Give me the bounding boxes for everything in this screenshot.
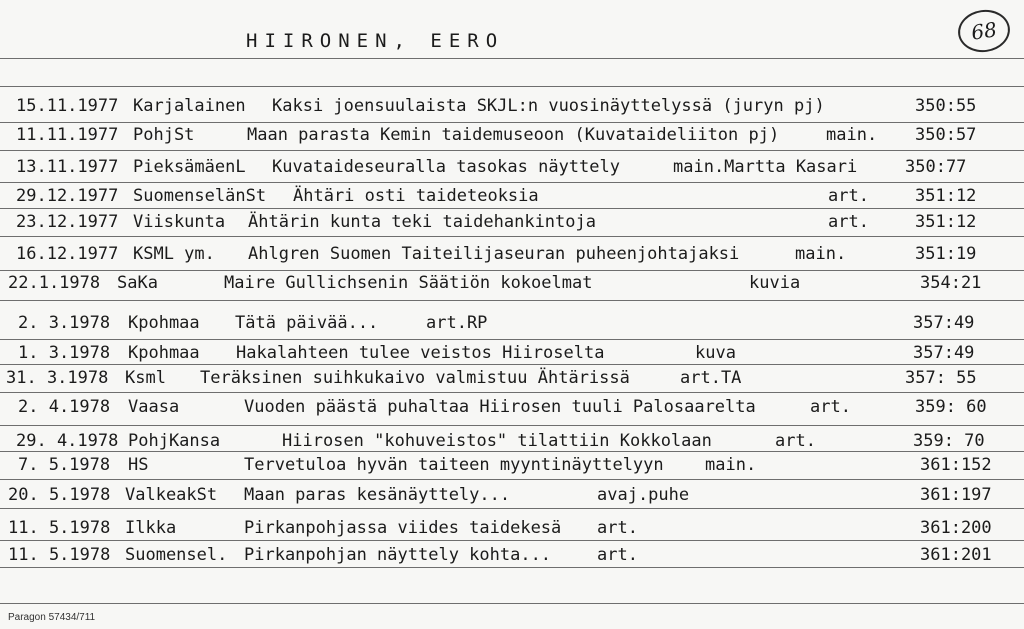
row-rule: [0, 300, 1024, 301]
entry-row: [0, 244, 1024, 268]
entry-type: art.: [828, 186, 869, 206]
entry-type: art.: [810, 397, 851, 417]
entry-row: [0, 96, 1024, 120]
entry-headline: Tervetuloa hyvän taiteen myyntinäyttelyyn: [244, 455, 664, 475]
entry-date: 11. 5.1978: [8, 545, 111, 565]
entry-type: main.: [705, 455, 757, 475]
row-rule: [0, 339, 1024, 340]
entry-row: [0, 431, 1024, 455]
entry-ref: 357:49: [913, 313, 975, 333]
entry-row: [0, 313, 1024, 337]
entry-ref: 354:21: [920, 273, 982, 293]
entry-source: Viiskunta: [133, 212, 226, 232]
entry-date: 23.12.1977: [16, 212, 119, 232]
entry-date: 29. 4.1978: [16, 431, 119, 451]
entry-date: 13.11.1977: [16, 157, 119, 177]
entry-headline: Kuvataideseuralla tasokas näyttely: [272, 157, 620, 177]
entry-date: 1. 3.1978: [18, 343, 111, 363]
entry-row: [0, 518, 1024, 542]
entry-source: SuomenselänSt: [133, 186, 267, 206]
card-imprint: Paragon 57434/711: [8, 612, 96, 623]
entry-row: [0, 343, 1024, 367]
row-rule: [0, 150, 1024, 151]
entry-headline: Pirkanpohjan näyttely kohta...: [244, 545, 552, 565]
entry-type: art.: [597, 518, 638, 538]
entry-type: kuvia: [749, 273, 801, 293]
entry-ref: 361:201: [920, 545, 992, 565]
entry-row: [0, 455, 1024, 479]
entry-date: 11. 5.1978: [8, 518, 111, 538]
entry-ref: 350:55: [915, 96, 977, 116]
entry-type: main.: [795, 244, 847, 264]
card-title: HIIRONEN, EERO: [246, 30, 505, 52]
entry-headline: Kaksi joensuulaista SKJL:n vuosinäyttelyssä (juryn pj): [272, 96, 825, 116]
entry-headline: Teräksinen suihkukaivo valmistuu Ähtärissä: [200, 368, 630, 388]
entry-source: Ilkka: [125, 518, 177, 538]
entry-headline: Vuoden päästä puhaltaa Hiirosen tuuli Palosaarelta: [244, 397, 756, 417]
entry-ref: 359: 60: [915, 397, 987, 417]
entry-source: PohjSt: [133, 125, 195, 145]
entry-type: art.TA: [680, 368, 742, 388]
entry-ref: 350:77: [905, 157, 967, 177]
entry-headline: Hakalahteen tulee veistos Hiiroselta: [236, 343, 605, 363]
row-rule: [0, 122, 1024, 123]
entry-ref: 351:12: [915, 186, 977, 206]
entry-type: art.: [775, 431, 816, 451]
entry-ref: 351:12: [915, 212, 977, 232]
header-rule: [0, 58, 1024, 59]
row-rule: [0, 392, 1024, 393]
entry-headline: Ahlgren Suomen Taiteilijaseuran puheenjohtajaksi: [248, 244, 740, 264]
entry-date: 7. 5.1978: [18, 455, 111, 475]
entry-ref: 357: 55: [905, 368, 977, 388]
entry-type: art.: [597, 545, 638, 565]
entry-row: [0, 397, 1024, 421]
entry-ref: 361:200: [920, 518, 992, 538]
entry-ref: 350:57: [915, 125, 977, 145]
entry-source: KSML ym.: [133, 244, 215, 264]
entry-ref: 361:197: [920, 485, 992, 505]
entry-type: art.: [828, 212, 869, 232]
entry-ref: 351:19: [915, 244, 977, 264]
entry-row: [0, 186, 1024, 210]
entry-headline: Ähtärin kunta teki taidehankintoja: [248, 212, 596, 232]
entry-row: [0, 212, 1024, 236]
header-rule-2: [0, 86, 1024, 87]
entry-date: 15.11.1977: [16, 96, 119, 116]
row-rule: [0, 479, 1024, 480]
page-number-stamp: 68: [955, 7, 1012, 56]
entry-type: main.: [826, 125, 878, 145]
entry-type: art.RP: [426, 313, 488, 333]
entry-source: Vaasa: [128, 397, 180, 417]
entry-ref: 361:152: [920, 455, 992, 475]
entry-date: 11.11.1977: [16, 125, 119, 145]
entry-row: [0, 157, 1024, 181]
row-rule: [0, 182, 1024, 183]
entry-source: Karjalainen: [133, 96, 246, 116]
entry-source: SaKa: [117, 273, 158, 293]
entry-date: 20. 5.1978: [8, 485, 111, 505]
entry-source: Ksml: [125, 368, 166, 388]
entry-date: 22.1.1978: [8, 273, 101, 293]
row-rule: [0, 603, 1024, 604]
entry-headline: Tätä päivää...: [235, 313, 379, 333]
row-rule: [0, 270, 1024, 271]
entry-row: [0, 368, 1024, 392]
row-rule: [0, 425, 1024, 426]
entry-source: HS: [128, 455, 149, 475]
entry-date: 29.12.1977: [16, 186, 119, 206]
entry-headline: Ähtäri osti taideteoksia: [293, 186, 539, 206]
entry-date: 2. 3.1978: [18, 313, 111, 333]
entry-row: [0, 273, 1024, 297]
entry-ref: 359: 70: [913, 431, 985, 451]
entry-type: kuva: [695, 343, 736, 363]
entry-headline: Pirkanpohjassa viides taidekesä: [244, 518, 562, 538]
entry-row: [0, 125, 1024, 149]
entry-row: [0, 485, 1024, 509]
entry-date: 2. 4.1978: [18, 397, 111, 417]
entry-type: avaj.puhe: [597, 485, 690, 505]
entry-source: Kpohmaa: [128, 313, 200, 333]
entry-source: Kpohmaa: [128, 343, 200, 363]
entry-source: PohjKansa: [128, 431, 221, 451]
entry-source: Suomensel.: [125, 545, 228, 565]
entry-source: ValkeakSt: [125, 485, 218, 505]
row-rule: [0, 236, 1024, 237]
entry-ref: 357:49: [913, 343, 975, 363]
entry-headline: Maan parasta Kemin taidemuseoon (Kuvataideliiton pj): [247, 125, 780, 145]
entry-source: PieksämäenL: [133, 157, 246, 177]
entry-row: [0, 545, 1024, 569]
entry-headline: Maan paras kesänäyttely...: [244, 485, 511, 505]
entry-headline: Hiirosen "kohuveistos" tilattiin Kokkolaan: [282, 431, 712, 451]
entry-date: 16.12.1977: [16, 244, 119, 264]
entry-headline: Maire Gullichsenin Säätiön kokoelmat: [224, 273, 593, 293]
entry-type: main.Martta Kasari: [673, 157, 858, 177]
entry-date: 31. 3.1978: [6, 368, 109, 388]
